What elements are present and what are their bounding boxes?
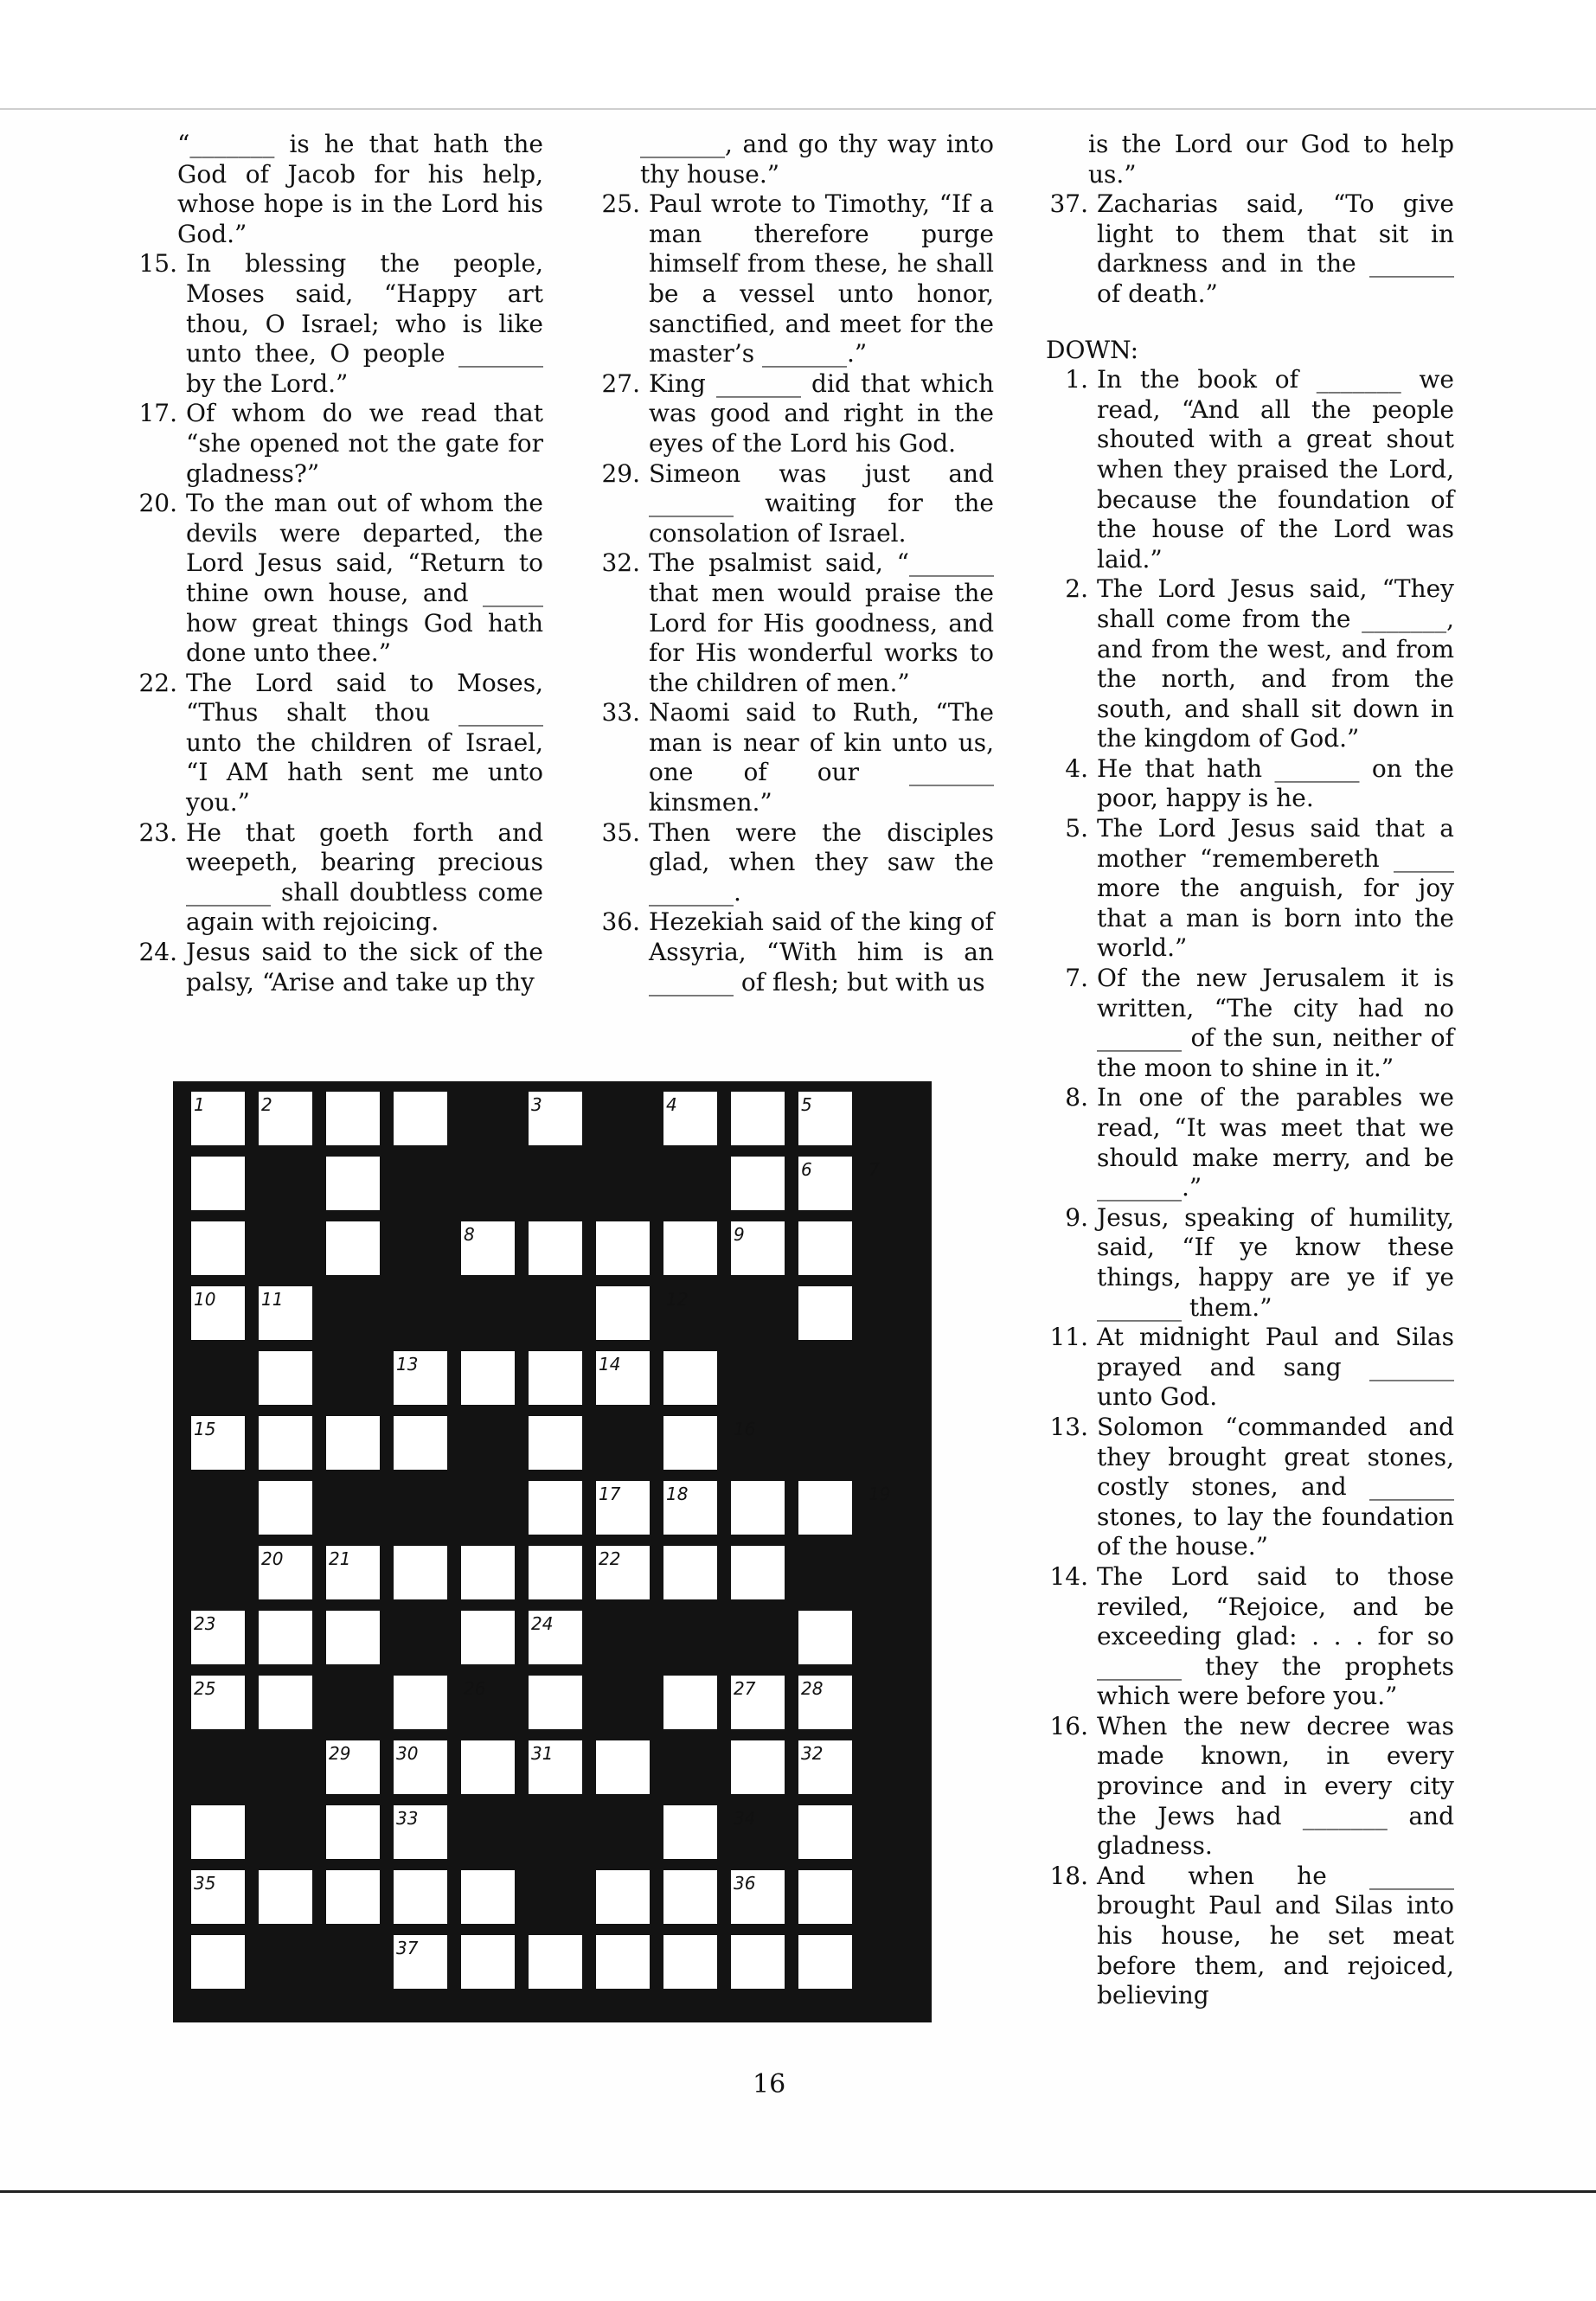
grid-cell-number: 15: [194, 1419, 216, 1439]
clue: [130, 399, 543, 489]
clue: [593, 189, 994, 369]
down-header: DOWN:: [1046, 335, 1139, 364]
clue-number: 32.: [601, 548, 640, 578]
clue-text: Of the new Jerusalem it is written, “The city had no _______ of the sun, neither of the moon to shine in it.”: [1097, 964, 1454, 1082]
clue: [130, 669, 543, 818]
grid-cell-number: 33: [396, 1808, 419, 1829]
clue-list: [593, 189, 994, 997]
grid-cell[interactable]: [529, 1221, 582, 1275]
grid-cell-number: 5: [801, 1094, 812, 1115]
clue: [130, 938, 543, 997]
clue-number: 20.: [138, 489, 177, 518]
clue: [593, 818, 994, 908]
grid-cell[interactable]: [529, 1351, 582, 1405]
grid-cell[interactable]: [326, 1092, 380, 1145]
clue-text: Solomon “commanded and they brought great stones, costly stones, and _______ stones, to lay the foundation of the house.”: [1097, 1412, 1454, 1561]
clue-text: The Lord Jesus said that a mother “remembereth _____ more the anguish, for joy that a man is born into the world.”: [1097, 814, 1454, 963]
grid-cell[interactable]: [731, 1157, 785, 1210]
grid-cell-number: 22: [599, 1548, 621, 1569]
grid-cell[interactable]: [529, 1481, 582, 1535]
clues-column-3: [1041, 130, 1454, 2011]
grid-cell-number: 25: [194, 1678, 216, 1699]
clue: [1041, 1323, 1454, 1413]
clue: [1041, 189, 1454, 309]
grid-cell[interactable]: [529, 1676, 582, 1729]
clue-number: 33.: [601, 698, 640, 727]
crossword-grid-svg: [173, 1081, 932, 2022]
grid-cell[interactable]: [663, 1221, 717, 1275]
grid-cell[interactable]: [663, 1870, 717, 1924]
grid-cell[interactable]: [731, 1092, 785, 1145]
grid-cell[interactable]: [529, 1546, 582, 1599]
grid-cell-number: 9: [734, 1224, 745, 1245]
grid-cell-number: 24: [531, 1613, 554, 1634]
clue-24-continuation: _______, and go thy way into thy house.”: [640, 130, 994, 189]
grid-cell[interactable]: [798, 1221, 852, 1275]
clue-number: 37.: [1049, 189, 1088, 219]
grid-cell[interactable]: [461, 1870, 515, 1924]
clue-number: 35.: [601, 817, 640, 847]
clue-text: Jesus said to the sick of the palsy, “Arise and take up thy: [186, 938, 543, 997]
clue-text: The Lord Jesus said, “They shall come from the _______, and from the west, and from the north, and from the south, and shall sit down in the kingdom of God.”: [1097, 574, 1454, 753]
clue-text: Then were the disciples glad, when they saw the _______.: [649, 817, 994, 907]
clue-number: 14.: [1049, 1561, 1088, 1591]
clue-number: 5.: [1065, 814, 1088, 843]
grid-cell[interactable]: [663, 1351, 717, 1405]
grid-cell-number: 21: [329, 1548, 351, 1569]
grid-cell[interactable]: [596, 1870, 650, 1924]
clue-number: 4.: [1065, 753, 1088, 783]
grid-cell[interactable]: [259, 1481, 312, 1535]
grid-cell-number: 31: [531, 1743, 554, 1764]
grid-cell[interactable]: [191, 1221, 245, 1275]
clue-text: The psalmist said, “_______ that men would praise the Lord for His goodness, and for His wonderful works to the children of men.”: [649, 548, 994, 697]
grid-cell[interactable]: [596, 1286, 650, 1340]
grid-cell[interactable]: [394, 1870, 447, 1924]
grid-cell-number: 34: [734, 1808, 756, 1829]
clue-number: 16.: [1049, 1711, 1088, 1740]
grid-cell[interactable]: [596, 1221, 650, 1275]
crossword-grid: [173, 1081, 932, 2022]
grid-cell-number: 12: [666, 1289, 689, 1310]
clue-number: 24.: [138, 938, 177, 967]
clue-text: Naomi said to Ruth, “The man is near of kin unto us, one of our _______ kinsmen.”: [649, 698, 994, 817]
grid-cell-number: 19: [869, 1484, 891, 1504]
clue-number: 8.: [1065, 1083, 1088, 1112]
grid-cell-number: 7: [869, 1159, 880, 1180]
grid-cell[interactable]: [461, 1611, 515, 1664]
clue: [593, 459, 994, 549]
grid-cell[interactable]: [326, 1416, 380, 1470]
clue: [593, 698, 994, 817]
grid-cell[interactable]: [731, 1481, 785, 1535]
clue-text: In the book of _______ we read, “And all the people shouted with a great shout when they praised the Lord, because the foundation of the house of the Lord was laid.”: [1097, 365, 1454, 574]
clue: [1041, 1862, 1454, 2011]
grid-cell-number: 30: [396, 1743, 419, 1764]
clue-text: To the man out of whom the devils were departed, the Lord Jesus said, “Return to thine own house, and _____ how great things God hath done unto thee.”: [186, 489, 543, 668]
grid-cell[interactable]: [798, 1870, 852, 1924]
grid-cell[interactable]: [663, 1546, 717, 1599]
clue-14-continuation: “_______ is he that hath the God of Jacob for his help, whose hope is in the Lord his God.”: [177, 130, 543, 248]
grid-cell-number: 28: [801, 1678, 824, 1699]
clue-number: 27.: [601, 369, 640, 398]
clue: [130, 249, 543, 399]
clue-text: King _______ did that which was good and right in the eyes of the Lord his God.: [649, 369, 994, 458]
grid-cell[interactable]: [326, 1157, 380, 1210]
clues-column-1: [130, 130, 543, 997]
clue-number: 36.: [601, 907, 640, 937]
clue-text: Hezekiah said of the king of Assyria, “With him is an _______ of flesh; but with us: [649, 907, 994, 997]
clue-text: The Lord said to those reviled, “Rejoice, and be exceeding glad: . . . for so _______ they the prophets which were before you.”: [1097, 1561, 1454, 1711]
clue-text: He that goeth forth and weepeth, bearing precious _______ shall doubtless come again with rejoicing.: [186, 817, 543, 937]
grid-cell[interactable]: [259, 1870, 312, 1924]
grid-cell[interactable]: [798, 1611, 852, 1664]
grid-cell-number: 3: [531, 1094, 542, 1115]
grid-cell[interactable]: [529, 1416, 582, 1470]
grid-cell-number: 8: [464, 1224, 475, 1245]
clue: [1041, 1413, 1454, 1562]
grid-cell[interactable]: [461, 1740, 515, 1794]
grid-cell[interactable]: [596, 1935, 650, 1989]
grid-cell-number: 11: [261, 1289, 284, 1310]
grid-cell[interactable]: [461, 1935, 515, 1989]
clue-number: 2.: [1065, 574, 1088, 604]
grid-cell[interactable]: [798, 1805, 852, 1859]
clue-number: 13.: [1049, 1412, 1088, 1441]
clue-text: In blessing the people, Moses said, “Happy art thou, O Israel; who is like unto thee, O people _______ by the Lord.”: [186, 249, 543, 398]
clue-text: In one of the parables we read, “It was meet that we should make merry, and be _______.”: [1097, 1083, 1454, 1202]
clue: [593, 369, 994, 459]
clue-text: At midnight Paul and Silas prayed and sang _______ unto God.: [1097, 1323, 1454, 1412]
clue-text: And when he _______ brought Paul and Silas into his house, he set meat before them, and rejoiced, believing: [1097, 1861, 1454, 2010]
grid-cell[interactable]: [259, 1351, 312, 1405]
grid-cell[interactable]: [394, 1546, 447, 1599]
clue-number: 9.: [1065, 1202, 1088, 1232]
grid-cell-number: 4: [666, 1094, 677, 1115]
clue-number: 7.: [1065, 964, 1088, 993]
clue-text: Jesus, speaking of humility, said, “If ye know these things, happy are ye if ye _______ them.”: [1097, 1202, 1454, 1322]
clue-number: 29.: [601, 458, 640, 488]
grid-cell[interactable]: [663, 1416, 717, 1470]
grid-cell[interactable]: [394, 1416, 447, 1470]
clue: [1041, 1203, 1454, 1323]
grid-cell-number: 23: [194, 1613, 216, 1634]
grid-cell-number: 6: [801, 1159, 812, 1180]
grid-cell[interactable]: [663, 1935, 717, 1989]
clues-column-2: [593, 130, 994, 997]
clue-number: 1.: [1065, 365, 1088, 394]
grid-cell[interactable]: [326, 1611, 380, 1664]
clue-list: [1041, 365, 1454, 2011]
grid-cell[interactable]: [191, 1157, 245, 1210]
grid-cell[interactable]: [596, 1740, 650, 1794]
grid-cell-number: 13: [396, 1354, 419, 1375]
grid-cell[interactable]: [259, 1611, 312, 1664]
grid-cell[interactable]: [394, 1676, 447, 1729]
clue: [1041, 574, 1454, 754]
grid-cell[interactable]: [259, 1676, 312, 1729]
clue-text: The Lord said to Moses, “Thus shalt thou _______ unto the children of Israel, “I AM hath sent me unto you.”: [186, 668, 543, 817]
clue: [1041, 814, 1454, 964]
clue-number: 23.: [138, 817, 177, 847]
grid-cell[interactable]: [663, 1676, 717, 1729]
grid-cell[interactable]: [326, 1870, 380, 1924]
grid-cell[interactable]: [461, 1546, 515, 1599]
clue: [130, 489, 543, 669]
clue-number: 17.: [138, 399, 177, 428]
grid-cell[interactable]: [529, 1935, 582, 1989]
grid-cell[interactable]: [461, 1351, 515, 1405]
clue-number: 25.: [601, 189, 640, 219]
clue-number: 18.: [1049, 1861, 1088, 1890]
clue-number: 11.: [1049, 1323, 1088, 1352]
clue: [1041, 1083, 1454, 1202]
grid-cell-number: 35: [194, 1873, 216, 1894]
grid-cell[interactable]: [259, 1416, 312, 1470]
grid-cell[interactable]: [191, 1935, 245, 1989]
grid-cell[interactable]: [394, 1092, 447, 1145]
clue: [1041, 1562, 1454, 1712]
grid-cell-number: 36: [734, 1873, 756, 1894]
grid-cell-number: 20: [261, 1548, 284, 1569]
grid-cell[interactable]: [731, 1546, 785, 1599]
grid-cell-number: 14: [599, 1354, 621, 1375]
clue-number: 15.: [138, 249, 177, 279]
grid-cell-number: 32: [801, 1743, 824, 1764]
clue-text: Simeon was just and _______ waiting for the consolation of Israel.: [649, 458, 994, 548]
grid-cell[interactable]: [326, 1805, 380, 1859]
clue: [130, 818, 543, 938]
grid-cell-number: 10: [194, 1289, 216, 1310]
grid-cell[interactable]: [191, 1805, 245, 1859]
clue-text: Zacharias said, “To give light to them that sit in darkness and in the _______ of death.”: [1097, 189, 1454, 308]
clue-list: [1041, 189, 1454, 309]
grid-cell-number: 16: [734, 1419, 756, 1439]
grid-cell[interactable]: [326, 1221, 380, 1275]
clue: [1041, 754, 1454, 814]
grid-cell-number: 27: [734, 1678, 756, 1699]
grid-cell-number: 2: [261, 1094, 272, 1115]
clue: [1041, 1712, 1454, 1862]
grid-cell[interactable]: [798, 1935, 852, 1989]
grid-cell-number: 29: [329, 1743, 351, 1764]
clue-list: [130, 249, 543, 997]
grid-cell-number: 1: [194, 1094, 205, 1115]
clue-36-continuation: is the Lord our God to help us.”: [1088, 130, 1454, 189]
clue-text: When the new decree was made known, in every province and in every city the Jews had _______ and gladness.: [1097, 1711, 1454, 1861]
grid-cell-number: 37: [396, 1938, 419, 1958]
grid-cell[interactable]: [798, 1481, 852, 1535]
clue-number: 22.: [138, 668, 177, 697]
grid-cell-number: 17: [599, 1484, 621, 1504]
clue-text: He that hath _______ on the poor, happy is he.: [1097, 753, 1454, 813]
clue: [593, 907, 994, 997]
grid-cell[interactable]: [731, 1935, 785, 1989]
grid-cell[interactable]: [731, 1740, 785, 1794]
clue-text: Paul wrote to Timothy, “If a man therefore purge himself from these, he shall be a vessel unto honor, sanctified, and meet for the master’s _______.”: [649, 189, 994, 369]
clue: [1041, 964, 1454, 1083]
page-number: 16: [753, 2069, 786, 2099]
grid-cell[interactable]: [798, 1286, 852, 1340]
grid-cell-number: 18: [666, 1484, 689, 1504]
clue: [1041, 365, 1454, 574]
grid-cell-number: 26: [464, 1678, 486, 1699]
clue: [593, 548, 994, 698]
grid-cell[interactable]: [663, 1805, 717, 1859]
clue-text: Of whom do we read that “she opened not the gate for gladness?”: [186, 399, 543, 488]
